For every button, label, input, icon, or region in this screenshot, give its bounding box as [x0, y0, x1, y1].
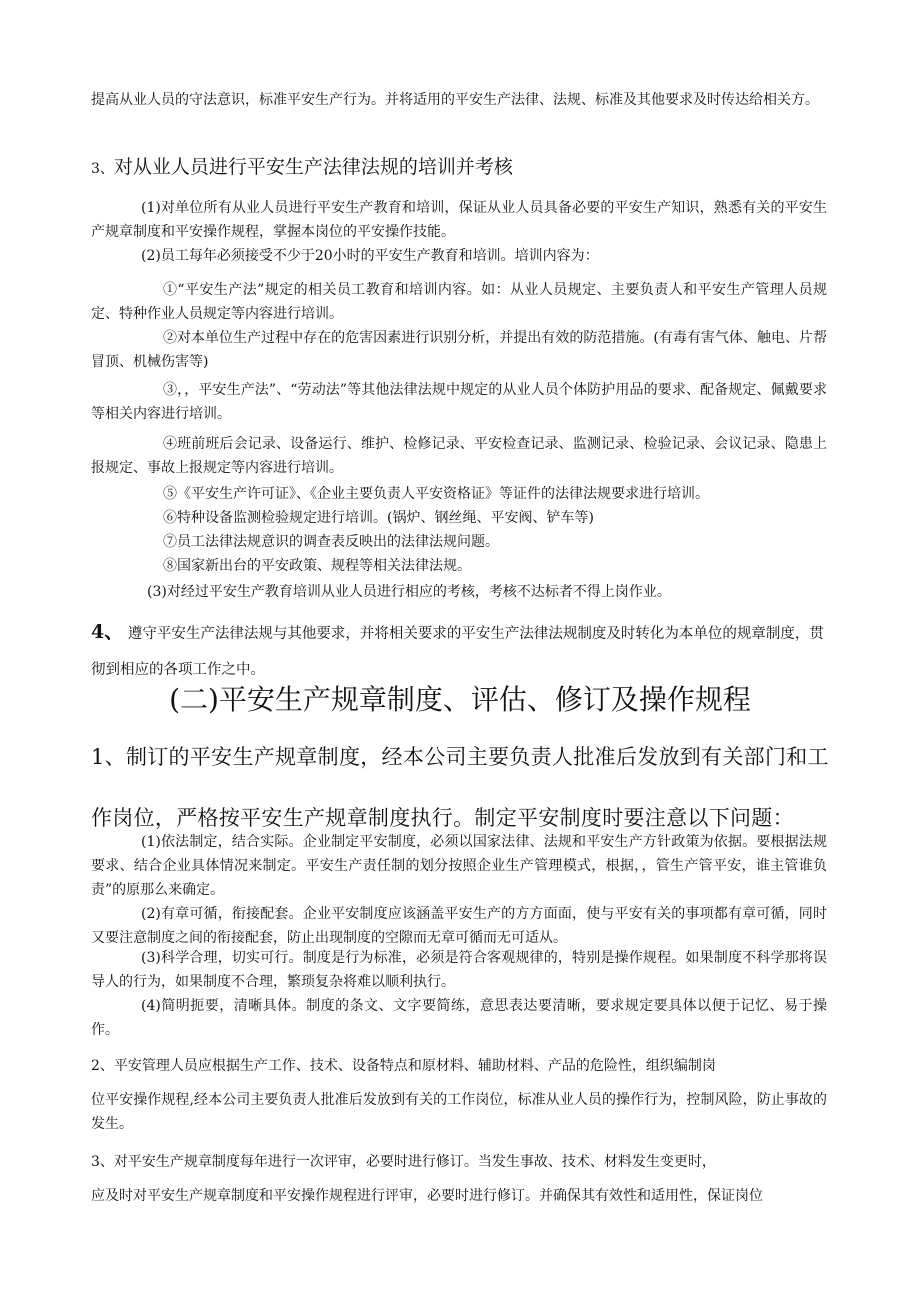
intro-paragraph: 提高从业人员的守法意识，标准平安生产行为。并将适用的平安生产法律、法规、标准及其他要求及时传达给相关方。	[91, 92, 819, 108]
rule-item-1: (1)依法制定，结合实际。企业制定平安制度，必须以国家法律、法规和平安生产方针政策为依据。要根据法规要求、结合企业具体情况来制定。平安生产责任制的划分按照企业生产管理模式，根据，，管生产管平安，谁主管谁负责”的原那么来确定。	[91, 834, 827, 898]
section-4-paragraph	[91, 614, 827, 688]
training-content-8: ⑧国家新出台的平安政策、规程等相关法律法规。	[163, 558, 471, 574]
rule-item-3: (3)科学合理，切实可行。制度是行为标准，必须是符合客观规律的，特别是操作规程。如果制度不科学那将误导人的行为，如果制度不合理，繁琐复杂将难以顺利执行。	[91, 950, 827, 990]
rule-item-2: (2)有章可循，衔接配套。企业平安制度应该涵盖平安生产的方方面面，使与平安有关的事项都有章可循，同时又要注意制度之间的衔接配套，防止出现制度的空隙而无章可循而无可适从。	[91, 906, 827, 946]
chapter-2-paragraph-2-line-1: 2、平安管理人员应根据生产工作、技术、设备特点和原材料、辅助材料、产品的危险性，组织编制岗	[91, 1058, 716, 1074]
section-3-item-2: (2)员工每年必须接受不少于20小时的平安生产教育和培训。培训内容为：	[141, 248, 599, 264]
chapter-2-paragraph-3-line-1: 3、对平安生产规章制度每年进行一次评审，必要时进行修订。当发生事故、技术、材料发生变更时，	[91, 1154, 716, 1170]
training-content-5: ⑤《平安生产许可证》、《企业主要负责人平安资格证》等证件的法律法规要求进行培训。	[163, 486, 709, 502]
section-4-number: 4、	[91, 621, 124, 643]
section-3-heading	[91, 153, 827, 183]
chapter-2-paragraph-3-continued: 应及时对平安生产规章制度和平安操作规程进行评审，必要时进行修订。并确保其有效性和适用性，保证岗位	[91, 1188, 763, 1204]
training-content-4: ④班前班后会记录、设备运行、维护、检修记录、平安检查记录、监测记录、检验记录、会议记录、隐患上报规定、事故上报规定等内容进行培训。	[91, 436, 827, 476]
section-3-number: 3、	[91, 161, 114, 177]
section-3-title: 对从业人员进行平安生产法律法规的培训并考核	[113, 156, 513, 178]
section-3-item-1: (1)对单位所有从业人员进行平安生产教育和培训，保证从业人员具备必要的平安生产知识，熟悉有关的平安生产规章制度和平安操作规程，掌握本岗位的平安操作技能。	[91, 200, 827, 240]
training-content-3: ③，，平安生产法”、“劳动法”等其他法律法规中规定的从业人员个体防护用品的要求、配备规定、佩戴要求等相关内容进行培训。	[91, 382, 827, 422]
training-content-2: ②对本单位生产过程中存在的危害因素进行识别分析，并提出有效的防范措施。(有毒有害气体、触电、片帮冒顶、机械伤害等)	[91, 330, 827, 370]
section-3-item-3: (3)对经过平安生产教育培训从业人员进行相应的考核，考核不达标者不得上岗作业。	[147, 584, 671, 600]
training-content-7: ⑦员工法律法规意识的调查表反映出的法律法规问题。	[163, 534, 499, 550]
chapter-2-paragraph-1: 1、制订的平安生产规章制度，经本公司主要负责人批准后发放到有关部门和工作岗位，严格按平安生产规章制度执行。制定平安制度时要注意以下问题：	[91, 745, 829, 830]
training-content-1: ①“平安生产法”规定的相关员工教育和培训内容。如：从业人员规定、主要负责人和平安生产管理人员规定、特种作业人员规定等内容进行培训。	[91, 282, 827, 322]
training-content-6: ⑥特种设备监测检验规定进行培训。(锅炉、钢丝绳、平安阀、铲车等)	[163, 510, 594, 526]
rule-item-4: (4)简明扼要，清晰具体。制度的条文、文字要简练，意思表达要清晰，要求规定要具体以便于记忆、易于操作。	[91, 998, 827, 1038]
chapter-2-paragraph-2-continued: 位平安操作规程,经本公司主要负责人批准后发放到有关的工作岗位，标准从业人员的操作行为，控制风险，防止事故的发生。	[91, 1092, 827, 1132]
chapter-2-title: (二)平安生产规章制度、评估、修订及操作规程	[169, 683, 751, 716]
section-4-text: 遵守平安生产法律法规与其他要求，并将相关要求的平安生产法律法规制度及时转化为本单位的规章制度，贯彻到相应的各项工作之中。	[91, 626, 824, 678]
